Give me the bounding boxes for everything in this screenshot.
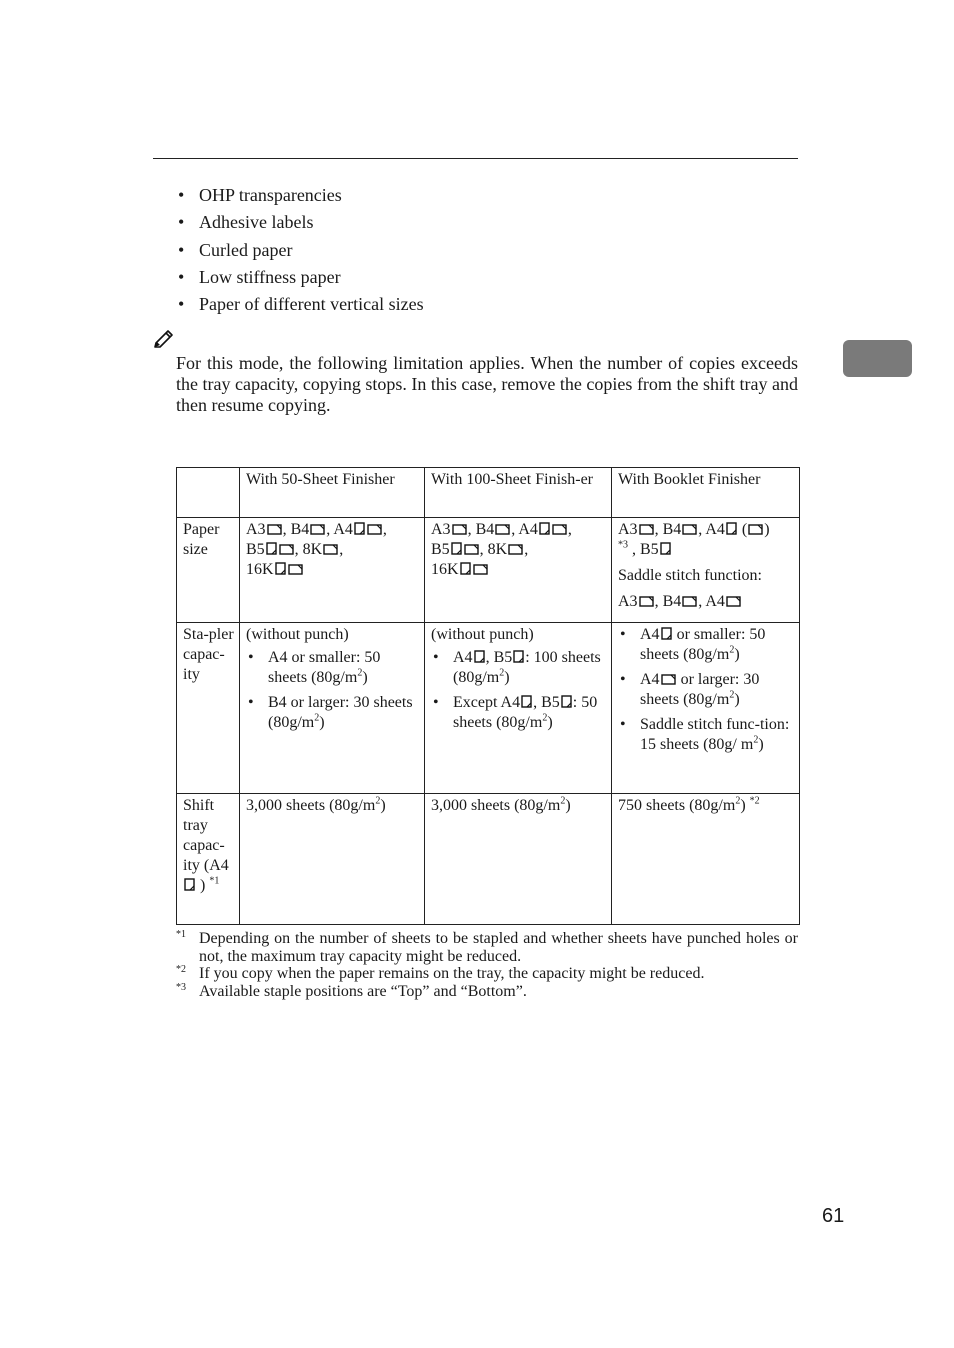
- list-item: • A4 , B5 : 100 sheets $(80g/m^2)$: [433, 649, 601, 686]
- table-row-paper-size: [177, 518, 800, 623]
- portrait-paper-icon: [275, 562, 286, 575]
- portrait-paper-icon: [354, 522, 365, 535]
- cell-paper-size-100: A3 , B4 , A4 , B5 , 8K , 16K: [425, 518, 612, 623]
- landscape-paper-icon: [508, 543, 523, 555]
- list-item: • A4 or larger: 30 sheets $(80g/m^2)$: [620, 671, 760, 708]
- exclusion-list: [178, 182, 424, 318]
- header-cell-50-sheet: With 50-Sheet Finisher: [240, 468, 425, 518]
- portrait-paper-icon: [726, 522, 737, 535]
- cell-stapler-100: (without punch) • A4 , B5 : 100 sheets $(80g/m^2)$ • Except A4 , B5 : 50 sheets $(80g/m^2)$: [425, 623, 612, 794]
- list-item: • Except A4 , B5 : 50 sheets $(80g/m^2)$: [433, 694, 598, 731]
- footnotes: [176, 930, 798, 1000]
- list-item: • Low stiffness paper: [178, 266, 341, 287]
- landscape-paper-icon: [473, 563, 488, 575]
- landscape-paper-icon: [310, 523, 325, 535]
- portrait-paper-icon: [513, 650, 524, 663]
- landscape-paper-icon: [552, 523, 567, 535]
- portrait-paper-icon: [451, 542, 462, 555]
- cell-stapler-50: (without punch) • A4 or smaller: 50 sheets $(80g/m^2)$ • B4 or larger: 30 sheets $(80g/m^2)$: [240, 623, 425, 794]
- landscape-paper-icon: [288, 563, 303, 575]
- header-cell-booklet: With Booklet Finisher: [612, 468, 800, 518]
- list-item: • B4 or larger: 30 sheets $(80g/m^2)$: [248, 694, 413, 731]
- finisher-spec-table: [176, 467, 800, 925]
- list-item: • A4 or smaller: 50 sheets $(80g/m^2)$: [620, 626, 766, 663]
- row-label-paper-size: Paper size: [177, 518, 240, 623]
- cell-shift-tray-booklet: 750 sheets $(80g/m^2)$ $^{*2}$: [612, 794, 800, 925]
- note-paragraph: For this mode, the following limitation applies. When the number of copies exceeds the tray capacity, copying stops. In this case, remove the copies from the shift tray and then resume copying.: [176, 353, 798, 415]
- landscape-paper-icon: [682, 523, 697, 535]
- pencil-note-icon: [153, 328, 175, 348]
- landscape-paper-icon: [639, 523, 654, 535]
- row-label-shift-tray-capacity: Shift tray capac-ity (A4 ) $^{*1}$: [177, 794, 240, 925]
- portrait-paper-icon: [460, 562, 471, 575]
- list-item: • Adhesive labels: [178, 212, 314, 233]
- header-rule: [153, 158, 798, 159]
- header-cell-100-sheet: With 100-Sheet Finish-er: [425, 468, 612, 518]
- list-item: • Saddle stitch func-tion: 15 sheets (80g/ $m^2$): [620, 716, 790, 753]
- landscape-paper-icon: [748, 523, 763, 535]
- landscape-paper-icon: [682, 595, 697, 607]
- portrait-paper-icon: [474, 650, 485, 663]
- table-row-stapler-capacity: [177, 623, 800, 794]
- landscape-paper-icon: [279, 543, 294, 555]
- portrait-paper-icon: [661, 627, 672, 640]
- cell-shift-tray-100: 3,000 sheets $(80g/m^2)$: [425, 794, 612, 925]
- landscape-paper-icon: [452, 523, 467, 535]
- portrait-paper-icon: [561, 695, 572, 708]
- cell-stapler-booklet: [612, 623, 800, 794]
- table-header-row: [177, 468, 800, 518]
- row-label-stapler-capacity: Sta-pler capac-ity: [177, 623, 240, 794]
- portrait-paper-icon: [539, 522, 550, 535]
- list-item: • Curled paper: [178, 239, 293, 260]
- landscape-paper-icon: [267, 523, 282, 535]
- landscape-paper-icon: [639, 595, 654, 607]
- footnote: *2 If you copy when the paper remains on the tray, the capacity might be reduced.: [176, 964, 705, 982]
- landscape-paper-icon: [464, 543, 479, 555]
- table-row-shift-tray-capacity: [177, 794, 800, 925]
- footnote: *3 Available staple positions are “Top” and “Bottom”.: [176, 981, 527, 1000]
- landscape-paper-icon: [367, 523, 382, 535]
- list-item: • A4 or smaller: 50 sheets $(80g/m^2)$: [248, 649, 381, 686]
- list-item: • Paper of different vertical sizes: [178, 294, 424, 315]
- page-number: 61: [822, 1205, 845, 1227]
- landscape-paper-icon: [323, 543, 338, 555]
- portrait-paper-icon: [660, 542, 671, 555]
- header-cell-empty: [177, 468, 240, 518]
- cell-paper-size-50: A3 , B4 , A4 , B5 , 8K , 16K: [240, 518, 425, 623]
- list-item: • OHP transparencies: [178, 185, 342, 205]
- landscape-paper-icon: [495, 523, 510, 535]
- landscape-paper-icon: [726, 595, 741, 607]
- cell-shift-tray-50: 3,000 sheets $(80g/m^2)$: [240, 794, 425, 925]
- chapter-tab: [843, 340, 912, 377]
- portrait-paper-icon: [266, 542, 277, 555]
- footnote: *1 Depending on the number of sheets to be stapled and whether sheets have punched holes or not, the maximum tray capacity might be reduced.: [176, 929, 798, 965]
- portrait-paper-icon: [521, 695, 532, 708]
- cell-paper-size-booklet: A3 , B4 , A4 ( ) $^{*3}$ , B5 Saddle stitch function: A3 , B4 , A4: [612, 518, 800, 623]
- landscape-paper-icon: [661, 673, 676, 685]
- portrait-paper-icon: [184, 878, 195, 891]
